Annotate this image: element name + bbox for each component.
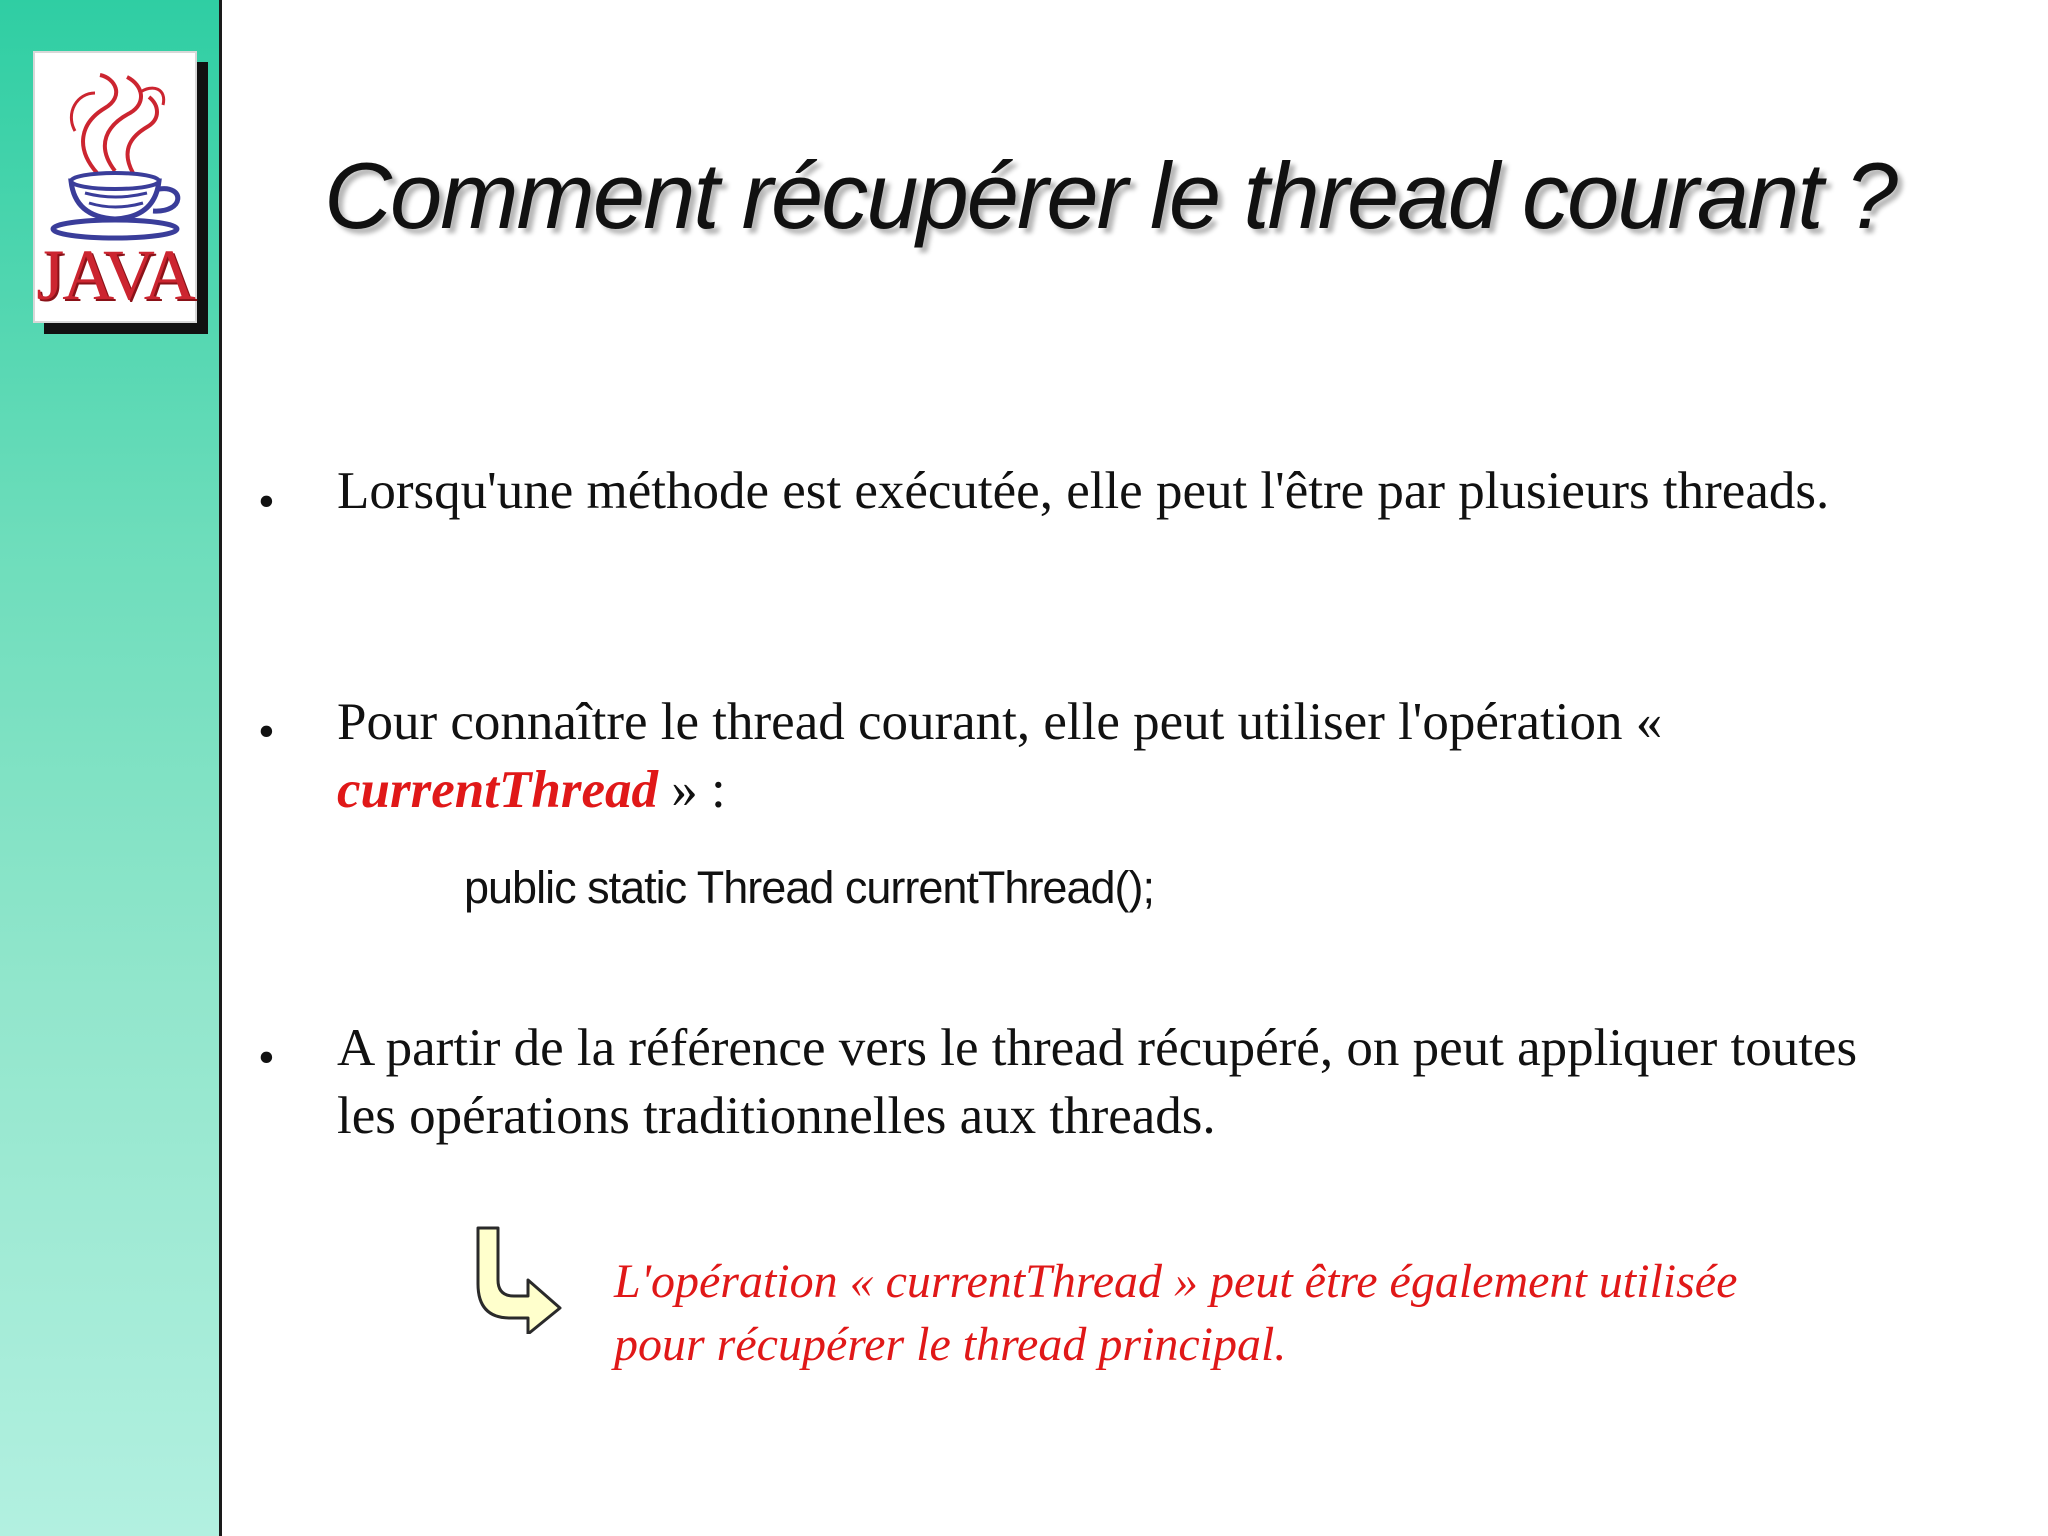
java-logo bbox=[33, 51, 197, 323]
bullet-marker: • bbox=[258, 1031, 275, 1084]
bullet-text-3: A partir de la référence vers le thread récupéré, on peut appliquer toutes les opérations traditionnelles aux threads. bbox=[337, 1019, 1858, 1145]
code-signature: public static Thread currentThread(); bbox=[464, 862, 1154, 913]
logo-wordmark: JAVA bbox=[36, 235, 194, 315]
bullet-marker: • bbox=[258, 705, 275, 758]
sidebar-band bbox=[0, 0, 222, 1536]
note-text: L'opération « currentThread » peut être également utilisée pour récupérer le thread principal. bbox=[614, 1255, 1738, 1371]
bullet-text-2 bbox=[337, 688, 1917, 824]
bullet-marker: • bbox=[258, 475, 275, 528]
slide-title: Comment récupérer le thread courant ? bbox=[324, 143, 1896, 248]
bullet-text-2-suffix: » : bbox=[657, 761, 726, 819]
current-thread-emphasis: currentThread bbox=[337, 761, 658, 819]
java-coffee-cup-icon bbox=[35, 53, 195, 243]
bullet-text-1: Lorsqu'une méthode est exécutée, elle peut l'être par plusieurs threads. bbox=[337, 462, 1830, 520]
curved-arrow-icon bbox=[470, 1222, 566, 1334]
bullet-text-2-prefix: Pour connaître le thread courant, elle peut utiliser l'opération « bbox=[337, 693, 1663, 751]
